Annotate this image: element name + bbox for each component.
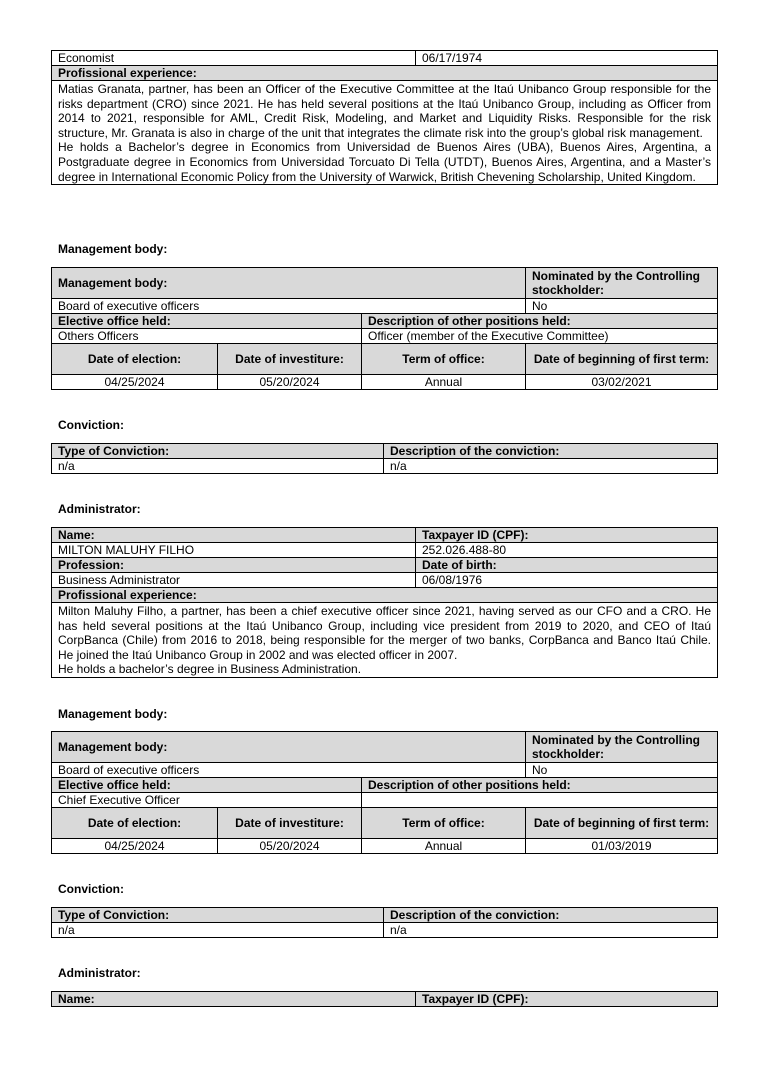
section-title-administrator-2: Administrator: (58, 502, 141, 516)
nominated-value: No (526, 299, 718, 314)
nominated-header: Nominated by the Controlling stockholder: (526, 732, 718, 763)
investiture-date-value: 05/20/2024 (218, 839, 362, 854)
term-of-office-header: Term of office: (362, 808, 526, 839)
taxpayer-id-header: Taxpayer ID (CPF): (416, 528, 718, 543)
name-value: MILTON MALUHY FILHO (52, 543, 416, 558)
elective-office-value: Chief Executive Officer (52, 793, 362, 808)
investiture-date-header: Date of investiture: (218, 808, 362, 839)
conviction-description-header: Description of the conviction: (384, 908, 718, 923)
other-positions-header: Description of other positions held: (362, 314, 718, 329)
birth-date-value: 06/08/1976 (416, 573, 718, 588)
conviction-description-header: Description of the conviction: (384, 444, 718, 459)
investiture-date-header: Date of investiture: (218, 344, 362, 375)
management-body-table-1 (51, 267, 718, 390)
conviction-type-value: n/a (52, 459, 384, 474)
profession-header: Profession: (52, 558, 416, 573)
first-term-value: 03/02/2021 (526, 375, 718, 390)
birth-date-header: Date of birth: (416, 558, 718, 573)
section-title-administrator-3: Administrator: (58, 966, 141, 980)
section-title-conviction-2: Conviction: (58, 882, 124, 896)
experience-paragraph-1: Matias Granata, partner, has been an Officer of the Executive Committee at the Itaú Unibanco Group responsible for the risks department (CRO) since 2021. He has held several positions at the Itaú Unibanco Group, including as Officer from 2014 to 2021, responsible for AML, Credit Risk, Modeling, and Market and Liquidity Risks. Responsible for the risk structure, Mr. Granata is also in charge of the unit that integrates the climate risk into the group’s global risk management. (58, 82, 711, 140)
birth-date-value: 06/17/1974 (416, 51, 718, 66)
conviction-description-value: n/a (384, 923, 718, 938)
management-body-value: Board of executive officers (52, 763, 526, 778)
elective-office-value: Others Officers (52, 329, 362, 344)
experience-paragraph-1: Milton Maluhy Filho, a partner, has been a chief executive officer since 2021, having served as our CFO and a CRO. He has held several positions at the Itaú Unibanco Group, including vice president from 2019 to 2020, and CEO of Itaú CorpBanca (Chile) from 2016 to 2018, being responsible for the merger of two banks, CorpBanca and Banco Itaú Chile. He joined the Itaú Unibanco Group in 2002 and was elected officer in 2007. (58, 604, 711, 662)
first-term-value: 01/03/2019 (526, 839, 718, 854)
other-positions-value: Officer (member of the Executive Committee) (362, 329, 718, 344)
taxpayer-id-value: 252.026.488-80 (416, 543, 718, 558)
investiture-date-value: 05/20/2024 (218, 375, 362, 390)
election-date-value: 04/25/2024 (52, 375, 218, 390)
administrator-table-3 (51, 991, 718, 1007)
conviction-table-2 (51, 907, 718, 938)
first-term-header: Date of beginning of first term: (526, 344, 718, 375)
other-positions-value (362, 793, 718, 808)
management-body-value: Board of executive officers (52, 299, 526, 314)
election-date-header: Date of election: (52, 344, 218, 375)
taxpayer-id-header: Taxpayer ID (CPF): (416, 992, 718, 1007)
nominated-value: No (526, 763, 718, 778)
management-body-header: Management body: (52, 268, 526, 299)
nominated-header: Nominated by the Controlling stockholder: (526, 268, 718, 299)
election-date-value: 04/25/2024 (52, 839, 218, 854)
section-title-conviction-1: Conviction: (58, 418, 124, 432)
other-positions-header: Description of other positions held: (362, 778, 718, 793)
section-title-management-body-1: Management body: (58, 242, 168, 256)
term-of-office-value: Annual (362, 375, 526, 390)
elective-office-header: Elective office held: (52, 314, 362, 329)
experience-text (52, 603, 718, 678)
conviction-table-1 (51, 443, 718, 474)
experience-label: Profissional experience: (52, 588, 718, 603)
management-body-header: Management body: (52, 732, 526, 763)
name-header: Name: (52, 992, 416, 1007)
conviction-type-header: Type of Conviction: (52, 908, 384, 923)
conviction-description-value: n/a (384, 459, 718, 474)
experience-paragraph-2: He holds a Bachelor’s degree in Economics from Universidad de Buenos Aires (UBA), Buenos Aires, Argentina, a Postgraduate degree in Economics from Universidad Torcuato Di Tella (UTDT), Buenos Aires, Argentina, and a Master’s degree in International Economic Policy from the University of Warwick, British Chevening Scholarship, United Kingdom. (58, 140, 711, 184)
elective-office-header: Elective office held: (52, 778, 362, 793)
election-date-header: Date of election: (52, 808, 218, 839)
first-term-header: Date of beginning of first term: (526, 808, 718, 839)
term-of-office-header: Term of office: (362, 344, 526, 375)
experience-label: Profissional experience: (52, 66, 718, 81)
experience-text (52, 81, 718, 185)
profession-value: Economist (52, 51, 416, 66)
administrator-table-2 (51, 527, 718, 678)
profession-value: Business Administrator (52, 573, 416, 588)
section-title-management-body-2: Management body: (58, 707, 168, 721)
management-body-table-2 (51, 731, 718, 854)
administrator-table-1 (51, 50, 718, 185)
conviction-type-header: Type of Conviction: (52, 444, 384, 459)
conviction-type-value: n/a (52, 923, 384, 938)
term-of-office-value: Annual (362, 839, 526, 854)
name-header: Name: (52, 528, 416, 543)
experience-paragraph-2: He holds a bachelor’s degree in Business Administration. (58, 662, 362, 677)
